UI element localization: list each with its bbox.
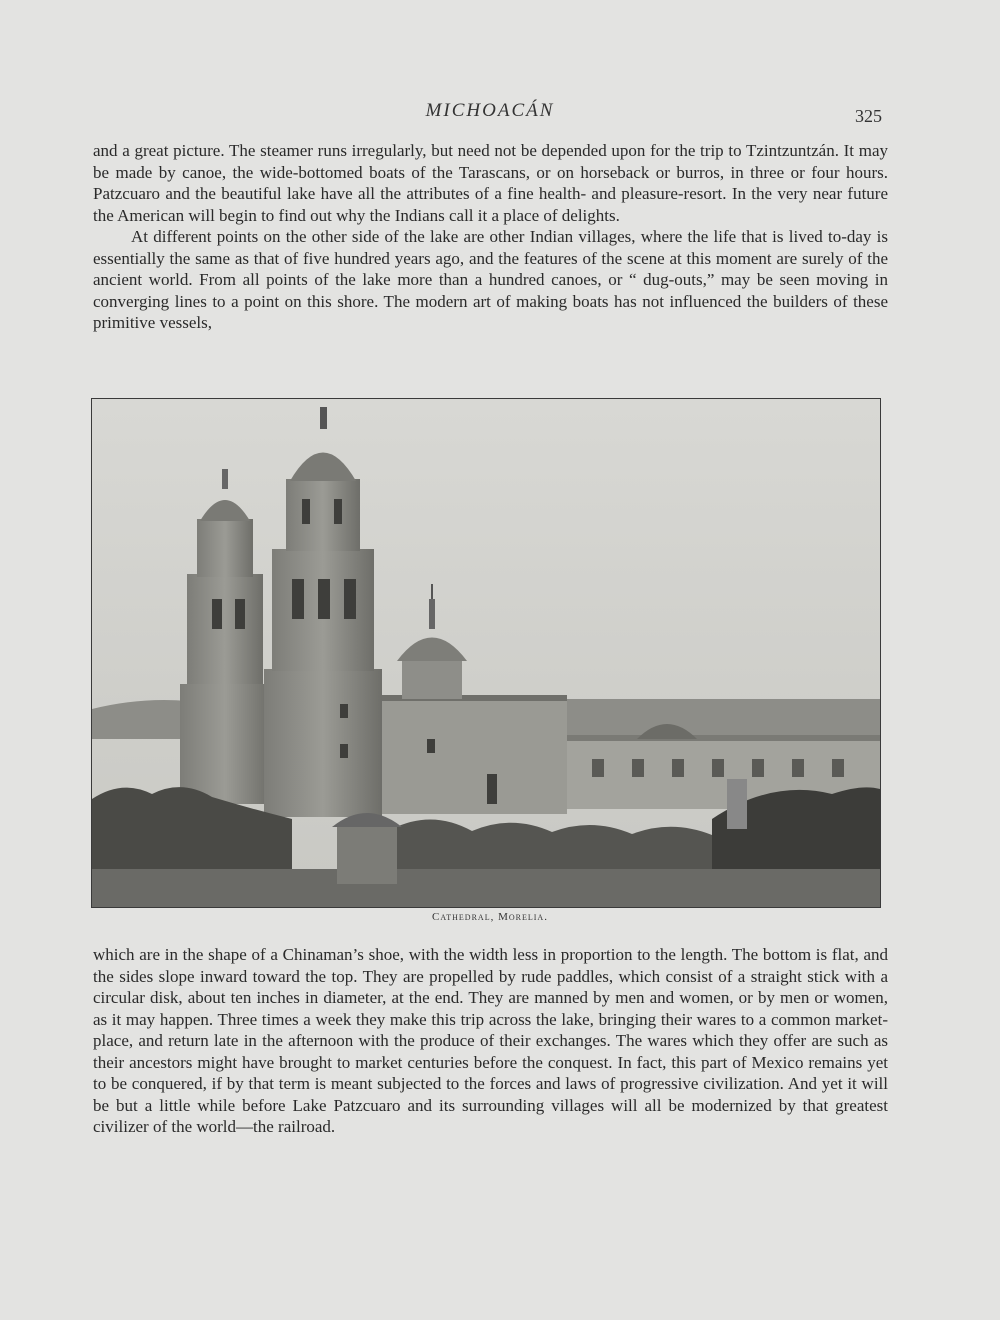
right-tower-base <box>264 669 382 817</box>
nave <box>377 699 567 814</box>
figure-caption: Cathedral, Morelia. <box>432 911 548 923</box>
paragraph: which are in the shape of a Chinaman’s shoe, with the width less in proportion to the length. The bottom is flat, and the sides slope inward toward the top. They are propelled by rude paddles, which consist of a straight stick with a circular disk, about ten inches in diameter, at the end. They are manned by men and women, or by men or women, as it may happen. Three times a week they make this trip across the lake, bringing their wares to a common market-place, and return late in the afternoon with the produce of their exchanges. The wares which they offer are such as their ancestors might have brought to market centuries before the conquest. In fact, this part of Mexico remains yet to be conquered, if by that term is meant subjected to the forces and laws of progressive civilization. And yet it will be but a little while before Lake Patzcuaro and its surrounding villages will all be modernized by that greatest civilizer of the world—the railroad. <box>93 945 888 1136</box>
paragraph: At different points on the other side of the lake are other Indian villages, where the life that is lived to-day is essentially the same as that of five hundred years ago, and the features of the scene at this moment are surely of the ancient world. From all points of the lake more than a hundred canoes, or “ dug-outs,” may be seen moving in converging lines to a point on this shore. The modern art of making boats has not influenced the builders of these primitive vessels, <box>93 227 888 332</box>
ground <box>92 869 880 907</box>
cathedral-illustration <box>92 399 880 907</box>
body-text-top <box>93 140 888 334</box>
kiosk <box>337 824 397 884</box>
cathedral-photograph <box>91 398 881 908</box>
page-number: 325 <box>855 106 882 126</box>
left-tower-base <box>180 684 270 804</box>
body-text-bottom <box>93 944 888 1138</box>
paragraph: and a great picture. The steamer runs irregularly, but need not be depended upon for the trip to Tzintzuntzán. It may be made by canoe, the wide-bottomed boats of the Tarascans, or on horseback or burros, in three or four hours. Patzcuaro and the beautiful lake have all the attributes of a fine health- and pleasure-resort. In the very near future the American will begin to find out why the Indians call it a place of delights. <box>93 141 888 225</box>
running-title: MICHOACÁN <box>425 100 555 121</box>
